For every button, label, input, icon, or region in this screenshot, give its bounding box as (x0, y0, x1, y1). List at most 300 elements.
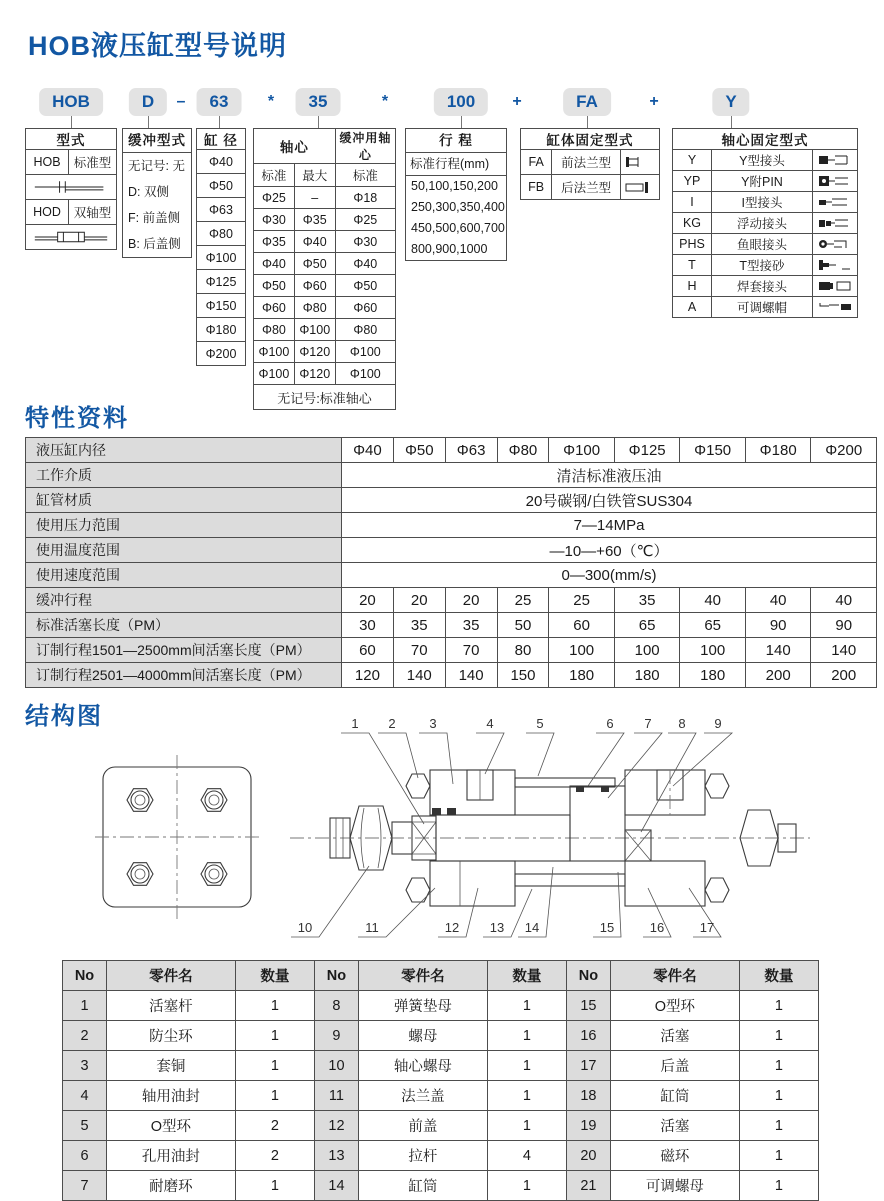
table-row (26, 538, 877, 563)
part-name: 螺母 (358, 1021, 487, 1051)
feature-value: 140 (393, 663, 445, 688)
bore-value: Φ63 (197, 198, 246, 222)
page-title: HOB液压缸型号说明 (28, 31, 287, 61)
part-name: 缸筒 (358, 1171, 487, 1201)
part-qty: 2 (235, 1111, 314, 1141)
part-qty: 1 (487, 1111, 566, 1141)
shaft-value: Φ60 (294, 275, 335, 297)
part-name: 法兰盖 (358, 1081, 487, 1111)
column-header: No (63, 961, 107, 991)
shaft-value: Φ40 (294, 231, 335, 253)
table-row (254, 209, 396, 231)
part-name: 套铜 (106, 1051, 235, 1081)
feature-value: 180 (680, 663, 746, 688)
part-no: 4 (63, 1081, 107, 1111)
callout-label: 10 (297, 920, 313, 935)
shaft-mount-table (672, 128, 858, 318)
callout-label: 8 (678, 716, 686, 731)
table-row (26, 200, 117, 225)
shaft-value: Φ80 (254, 319, 295, 341)
callout-label: 11 (365, 920, 379, 935)
shaft-value: Φ50 (294, 253, 335, 275)
cushion-option: D: 双侧 (128, 185, 169, 199)
table-row (254, 164, 396, 187)
shaft-value: Φ18 (335, 187, 395, 209)
table-row (197, 342, 246, 366)
part-no: 6 (63, 1141, 107, 1171)
feature-value: Φ100 (549, 438, 615, 463)
y-joint-icon (815, 153, 855, 167)
feature-value: 25 (497, 588, 549, 613)
part-name: O型环 (610, 991, 739, 1021)
part-no: 13 (314, 1141, 358, 1171)
callout-label: 15 (599, 920, 615, 935)
parts-table (62, 960, 819, 1201)
part-qty: 1 (235, 1171, 314, 1201)
column-header: 零件名 (358, 961, 487, 991)
part-qty: 1 (739, 991, 818, 1021)
shaft-value: Φ50 (335, 275, 395, 297)
table-row (673, 150, 858, 171)
mount-symbol-cell (813, 297, 858, 318)
feature-label: 使用速度范围 (26, 563, 342, 588)
features-table (25, 437, 877, 688)
table-row (63, 1111, 819, 1141)
tie-rod (515, 874, 625, 886)
shaft-value: Φ30 (254, 209, 295, 231)
mount-name: 鱼眼接头 (712, 234, 813, 255)
table-row (63, 1081, 819, 1111)
part-name: O型环 (106, 1111, 235, 1141)
connector-line (461, 116, 462, 128)
stroke-values: 800,900,1000 (411, 242, 488, 256)
type-name: 标准型 (69, 150, 117, 175)
part-no: 5 (63, 1111, 107, 1141)
feature-value: Φ63 (445, 438, 497, 463)
feature-value: 120 (342, 663, 394, 688)
connector-line (148, 116, 149, 128)
table-row (26, 438, 877, 463)
front-flange-icon (623, 155, 657, 169)
rear-cover-body (625, 861, 705, 906)
callout-label: 16 (649, 920, 665, 935)
table-row (197, 222, 246, 246)
type-code: HOB (26, 150, 69, 175)
table-row (254, 319, 396, 341)
model-segment: FA (563, 88, 611, 116)
table-row (254, 363, 396, 385)
section-title-features: 特性资料 (25, 405, 129, 432)
feature-value: 100 (614, 638, 680, 663)
model-separator: * (267, 93, 275, 110)
shaft-value: Φ35 (294, 209, 335, 231)
part-no: 17 (566, 1051, 610, 1081)
table-row (254, 253, 396, 275)
feature-value: 60 (549, 613, 615, 638)
mount-symbol-cell (813, 192, 858, 213)
shaft-value: Φ100 (254, 363, 295, 385)
feature-value: 70 (445, 638, 497, 663)
part-no: 7 (63, 1171, 107, 1201)
part-name: 轴心螺母 (358, 1051, 487, 1081)
type-table (25, 128, 117, 250)
part-no: 2 (63, 1021, 107, 1051)
shaft-value: Φ50 (254, 275, 295, 297)
table-row (254, 275, 396, 297)
table-row (197, 318, 246, 342)
shaft-value: Φ100 (335, 341, 395, 363)
mount-name: I型接头 (712, 192, 813, 213)
mount-symbol-cell (813, 255, 858, 276)
table-row (254, 297, 396, 319)
mount-symbol-cell (813, 213, 858, 234)
feature-value: 140 (745, 638, 811, 663)
mount-name: Y附PIN (712, 171, 813, 192)
feature-value: 40 (811, 588, 877, 613)
callout-label: 6 (606, 716, 614, 731)
feature-label: 订制行程1501—2500mm间活塞长度（PM） (26, 638, 342, 663)
feature-value: 180 (614, 663, 680, 688)
feature-label: 标准活塞长度（PM） (26, 613, 342, 638)
part-no: 18 (566, 1081, 610, 1111)
y-pin-joint-icon (815, 174, 855, 188)
callout-label: 17 (699, 920, 715, 935)
table-row (673, 255, 858, 276)
shaft-value: Φ120 (294, 341, 335, 363)
model-segment: HOB (39, 88, 103, 116)
model-segment: 35 (296, 88, 341, 116)
feature-value: 65 (614, 613, 680, 638)
feature-value: 200 (811, 663, 877, 688)
feature-value: 70 (393, 638, 445, 663)
shaft-value: Φ25 (254, 187, 295, 209)
callout-leader-lines-top (341, 733, 732, 832)
piston-section (570, 786, 625, 861)
callout-label: 4 (486, 716, 494, 731)
feature-value: 35 (445, 613, 497, 638)
table-row (673, 234, 858, 255)
flange-bolt-icon (201, 789, 227, 812)
cushion-option: F: 前盖侧 (128, 211, 181, 225)
model-segment: 63 (197, 88, 242, 116)
connector-line (219, 116, 220, 128)
shaft-value: Φ80 (294, 297, 335, 319)
part-name: 活塞 (610, 1111, 739, 1141)
cushion-sleeve (625, 830, 651, 861)
shaft-value: Φ40 (335, 253, 395, 275)
mount-name: 前法兰型 (552, 150, 621, 175)
single-rod-cylinder-icon (31, 179, 111, 195)
mount-code: FA (521, 150, 552, 175)
table-footer: 无记号:标准轴心 (254, 385, 396, 410)
part-qty: 2 (235, 1141, 314, 1171)
cylinder-cross-section-drawing (285, 712, 815, 952)
weld-sleeve-joint-icon (815, 279, 855, 293)
table-row (254, 341, 396, 363)
feature-value: Φ40 (342, 438, 394, 463)
table-title: 型式 (26, 129, 117, 150)
part-qty: 1 (487, 1171, 566, 1201)
table-title: 缓冲用轴心 (335, 129, 395, 164)
mount-symbol-cell (813, 234, 858, 255)
part-no: 10 (314, 1051, 358, 1081)
stroke-table (405, 128, 507, 261)
shaft-value: Φ60 (335, 297, 395, 319)
part-qty: 1 (739, 1081, 818, 1111)
table-row (197, 270, 246, 294)
mount-code: YP (673, 171, 712, 192)
feature-value: 30 (342, 613, 394, 638)
table-row (26, 513, 877, 538)
part-name: 前盖 (358, 1111, 487, 1141)
feature-label: 订制行程2501—4000mm间活塞长度（PM） (26, 663, 342, 688)
column-header: 数量 (487, 961, 566, 991)
part-no: 3 (63, 1051, 107, 1081)
mount-code: H (673, 276, 712, 297)
table-row (521, 150, 660, 175)
callout-label: 3 (429, 716, 437, 731)
feature-value: Φ50 (393, 438, 445, 463)
table-row (197, 198, 246, 222)
flange-bolt-icon (127, 863, 153, 886)
part-qty: 1 (487, 1021, 566, 1051)
type-name: 双轴型 (69, 200, 117, 225)
table-row (26, 488, 877, 513)
table-row (26, 129, 117, 150)
floating-joint-icon (815, 216, 855, 230)
feature-value: 40 (680, 588, 746, 613)
i-joint-icon (815, 195, 855, 209)
model-segment: Y (712, 88, 749, 116)
front-cover-section (430, 770, 515, 815)
part-name: 拉杆 (358, 1141, 487, 1171)
double-rod-cylinder-icon (31, 229, 111, 245)
part-name: 后盖 (610, 1051, 739, 1081)
feature-value: Φ180 (745, 438, 811, 463)
feature-value: 40 (745, 588, 811, 613)
feature-value: 35 (393, 613, 445, 638)
feature-value: 90 (811, 613, 877, 638)
table-row (197, 174, 246, 198)
callout-label: 7 (644, 716, 652, 731)
stroke-subtitle: 标准行程(mm) (406, 153, 506, 176)
table-row (673, 129, 858, 150)
shaft-value: – (294, 187, 335, 209)
bore-value: Φ50 (197, 174, 246, 198)
feature-value: 20 (342, 588, 394, 613)
part-name: 耐磨环 (106, 1171, 235, 1201)
stroke-values: 450,500,600,700 (411, 221, 505, 235)
table-row (26, 638, 877, 663)
column-header: 零件名 (106, 961, 235, 991)
table-row (26, 613, 877, 638)
feature-label: 缓冲行程 (26, 588, 342, 613)
column-header: 零件名 (610, 961, 739, 991)
part-qty: 1 (235, 991, 314, 1021)
bore-value: Φ200 (197, 342, 246, 366)
part-qty: 1 (739, 1051, 818, 1081)
part-name: 活塞杆 (106, 991, 235, 1021)
mount-code: A (673, 297, 712, 318)
part-name: 轴用油封 (106, 1081, 235, 1111)
part-no: 9 (314, 1021, 358, 1051)
callout-label: 9 (714, 716, 722, 731)
table-row (521, 129, 660, 150)
part-no: 16 (566, 1021, 610, 1051)
table-row (673, 276, 858, 297)
type-symbol-cell (26, 225, 117, 250)
column-header: 标准 (254, 164, 295, 187)
section-title-structure: 结构图 (25, 703, 103, 730)
table-row (26, 663, 877, 688)
mount-name: 浮动接头 (712, 213, 813, 234)
part-qty: 1 (739, 1141, 818, 1171)
feature-value: 65 (680, 613, 746, 638)
flange-bolt-icon (127, 789, 153, 812)
mount-name: T型接砂 (712, 255, 813, 276)
cushion-type-table (122, 128, 192, 258)
type-code: HOD (26, 200, 69, 225)
table-title: 轴心固定型式 (673, 129, 858, 150)
table-row (63, 1141, 819, 1171)
table-row (673, 297, 858, 318)
feature-label: 缸管材质 (26, 488, 342, 513)
feature-value: 100 (549, 638, 615, 663)
bore-value: Φ80 (197, 222, 246, 246)
feature-value: 140 (445, 663, 497, 688)
mount-name: Y型接头 (712, 150, 813, 171)
tie-rod-nut (705, 878, 729, 902)
part-name: 孔用油封 (106, 1141, 235, 1171)
part-no: 11 (314, 1081, 358, 1111)
mount-code: FB (521, 175, 552, 200)
mount-name: 焊套接头 (712, 276, 813, 297)
flange-front-view-drawing (95, 755, 260, 920)
mount-symbol-cell (621, 175, 660, 200)
table-row (673, 213, 858, 234)
model-separator: + (649, 93, 659, 110)
feature-value: 180 (549, 663, 615, 688)
table-row (26, 463, 877, 488)
feature-value: Φ125 (614, 438, 680, 463)
feature-value: 80 (497, 638, 549, 663)
model-segment: 100 (434, 88, 488, 116)
connector-line (318, 116, 319, 128)
mount-name: 后法兰型 (552, 175, 621, 200)
part-qty: 1 (487, 991, 566, 1021)
model-separator: – (176, 93, 186, 110)
table-title: 缓冲型式 (123, 129, 191, 153)
stroke-values: 250,300,350,400 (411, 200, 505, 214)
feature-value: 100 (680, 638, 746, 663)
tie-rod-nut (705, 774, 729, 798)
shaft-value: Φ100 (254, 341, 295, 363)
table-row (197, 294, 246, 318)
part-name: 缸筒 (610, 1081, 739, 1111)
t-joint-icon (815, 258, 855, 272)
table-title: 行 程 (406, 129, 506, 153)
model-segment: D (129, 88, 167, 116)
callout-label: 12 (444, 920, 460, 935)
part-no: 15 (566, 991, 610, 1021)
part-no: 8 (314, 991, 358, 1021)
table-row (521, 175, 660, 200)
part-qty: 1 (739, 1171, 818, 1201)
rear-flange-icon (623, 180, 657, 194)
table-row (26, 225, 117, 250)
part-name: 防尘环 (106, 1021, 235, 1051)
column-header: 最大 (294, 164, 335, 187)
shaft-value: Φ35 (254, 231, 295, 253)
mount-code: KG (673, 213, 712, 234)
feature-value: 0—300(mm/s) (342, 563, 877, 588)
bore-value: Φ180 (197, 318, 246, 342)
model-separator: + (512, 93, 522, 110)
column-header: 标准 (335, 164, 395, 187)
part-name: 弹簧垫母 (358, 991, 487, 1021)
mount-code: I (673, 192, 712, 213)
table-row (26, 563, 877, 588)
table-row (26, 150, 117, 175)
type-symbol-cell (26, 175, 117, 200)
connector-line (587, 116, 588, 128)
part-qty: 1 (235, 1021, 314, 1051)
shaft-value: Φ120 (294, 363, 335, 385)
model-separator: * (381, 93, 389, 110)
body-mount-table (520, 128, 660, 200)
part-name: 可调螺母 (610, 1171, 739, 1201)
feature-value: 200 (745, 663, 811, 688)
feature-value: Φ200 (811, 438, 877, 463)
callout-label: 5 (536, 716, 544, 731)
table-row (63, 1021, 819, 1051)
shaft-value: Φ25 (335, 209, 395, 231)
column-header: No (314, 961, 358, 991)
table-title: 缸 径 (197, 129, 246, 150)
bore-value: Φ150 (197, 294, 246, 318)
bore-value: Φ100 (197, 246, 246, 270)
rear-cover-section (625, 770, 705, 815)
feature-label: 使用温度范围 (26, 538, 342, 563)
feature-value: 25 (549, 588, 615, 613)
feature-value: 140 (811, 638, 877, 663)
mount-name: 可调螺帽 (712, 297, 813, 318)
table-row (197, 150, 246, 174)
callout-label: 2 (388, 716, 396, 731)
tie-rod-nut (406, 878, 430, 902)
cushion-option: B: 后盖侧 (128, 237, 181, 251)
table-row (673, 171, 858, 192)
table-row (63, 1171, 819, 1201)
cushion-option: 无记号: 无 (128, 159, 185, 173)
part-qty: 1 (487, 1081, 566, 1111)
table-row (63, 991, 819, 1021)
part-qty: 1 (235, 1051, 314, 1081)
part-qty: 1 (487, 1051, 566, 1081)
part-name: 磁环 (610, 1141, 739, 1171)
part-no: 14 (314, 1171, 358, 1201)
table-row (26, 175, 117, 200)
shaft-value: Φ60 (254, 297, 295, 319)
mount-code: T (673, 255, 712, 276)
shaft-table (253, 128, 396, 410)
front-cover-body (430, 861, 515, 906)
stroke-values: 50,100,150,200 (411, 179, 498, 193)
shaft-value: Φ80 (335, 319, 395, 341)
callout-label: 1 (351, 716, 359, 731)
part-name: 活塞 (610, 1021, 739, 1051)
part-qty: 1 (235, 1081, 314, 1111)
